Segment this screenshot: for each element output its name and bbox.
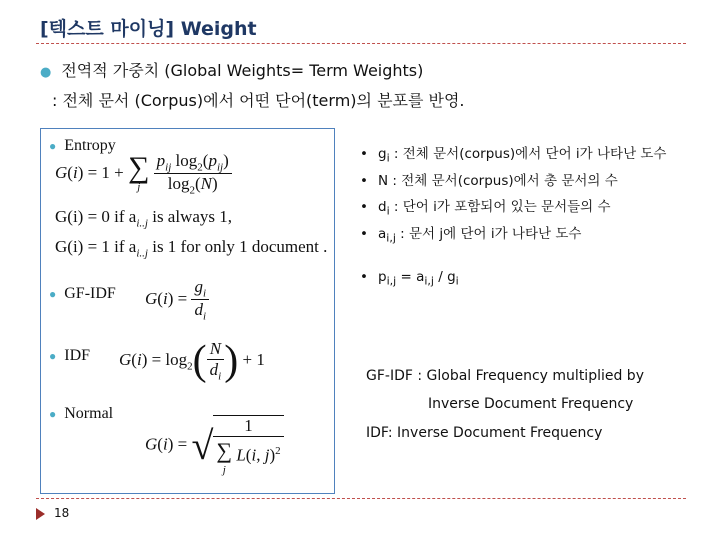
gfidf-note-line2: Inverse Document Frequency bbox=[428, 396, 634, 412]
definition-aij: • $a_{i,j}$ : 문서 j에 단어 i가 나타난 도수 bbox=[358, 226, 698, 247]
intro-bullet-text: 전역적 가중치 (Global Weights= Term Weights) bbox=[61, 61, 424, 80]
bullet-dot-icon: ● bbox=[49, 287, 57, 301]
bullet-dot-icon: ● bbox=[49, 349, 57, 363]
bullet-dot-icon: ● bbox=[40, 65, 52, 80]
intro-subtext: : 전체 문서 (Corpus)에서 어떤 단어(term)의 분포를 반영. bbox=[52, 91, 465, 110]
definition-pij: • $p_{i,j} = a_{i,j} / g_i$ bbox=[358, 269, 698, 290]
entropy-condition-2: G(i) = 1 if $a_{i..j}$ is 1 for only 1 document . bbox=[55, 237, 328, 260]
entropy-label-text: Entropy bbox=[64, 137, 116, 154]
entropy-condition-1: G(i) = 0 if $a_{i..j}$ is always 1, bbox=[55, 207, 233, 230]
definition-gi: • $g_i$ : 전체 문서(corpus)에서 단어 i가 나타난 도수 bbox=[358, 146, 698, 167]
bullet-dot-icon: ● bbox=[49, 139, 57, 153]
gfidf-note-line1: GF-IDF : Global Frequency multiplied by bbox=[366, 368, 644, 384]
intro-bullet bbox=[40, 58, 423, 81]
normal-label bbox=[49, 405, 113, 423]
footer-divider bbox=[36, 498, 686, 499]
idf-formula: $G(i) = \log_2$( $\frac{N}{d_i}$ ) + 1 bbox=[119, 338, 265, 384]
formula-box bbox=[40, 128, 335, 494]
definition-n: • N : 전체 문서(corpus)에서 총 문서의 수 bbox=[358, 173, 698, 194]
bullet-dot-icon: ● bbox=[49, 407, 57, 421]
entropy-formula: G(i) = 1 + ∑ j $\frac{p_{ij} \log_2(p_{ij})}{\log_2(N)}$ bbox=[55, 151, 232, 197]
normal-label-text: Normal bbox=[64, 405, 114, 422]
title-divider bbox=[36, 43, 686, 44]
gfidf-label-text: GF-IDF bbox=[64, 285, 116, 302]
page-number: 18 bbox=[54, 506, 70, 520]
page-marker-icon bbox=[36, 508, 45, 520]
idf-note: IDF: Inverse Document Frequency bbox=[366, 425, 603, 441]
gfidf-label bbox=[49, 285, 116, 303]
gfidf-formula: G(i) = $\frac{g_i}{d_i}$ bbox=[145, 277, 209, 323]
normal-formula: G(i) = √ 1 ∑ j L(i, j)$^2$ bbox=[145, 415, 284, 476]
idf-label bbox=[49, 347, 90, 365]
definition-di: • $d_i$ : 단어 i가 포함되어 있는 문서들의 수 bbox=[358, 199, 698, 220]
idf-label-text: IDF bbox=[64, 347, 91, 364]
slide-title: [텍스트 마이닝] Weight bbox=[40, 18, 257, 40]
definition-list bbox=[358, 146, 698, 295]
